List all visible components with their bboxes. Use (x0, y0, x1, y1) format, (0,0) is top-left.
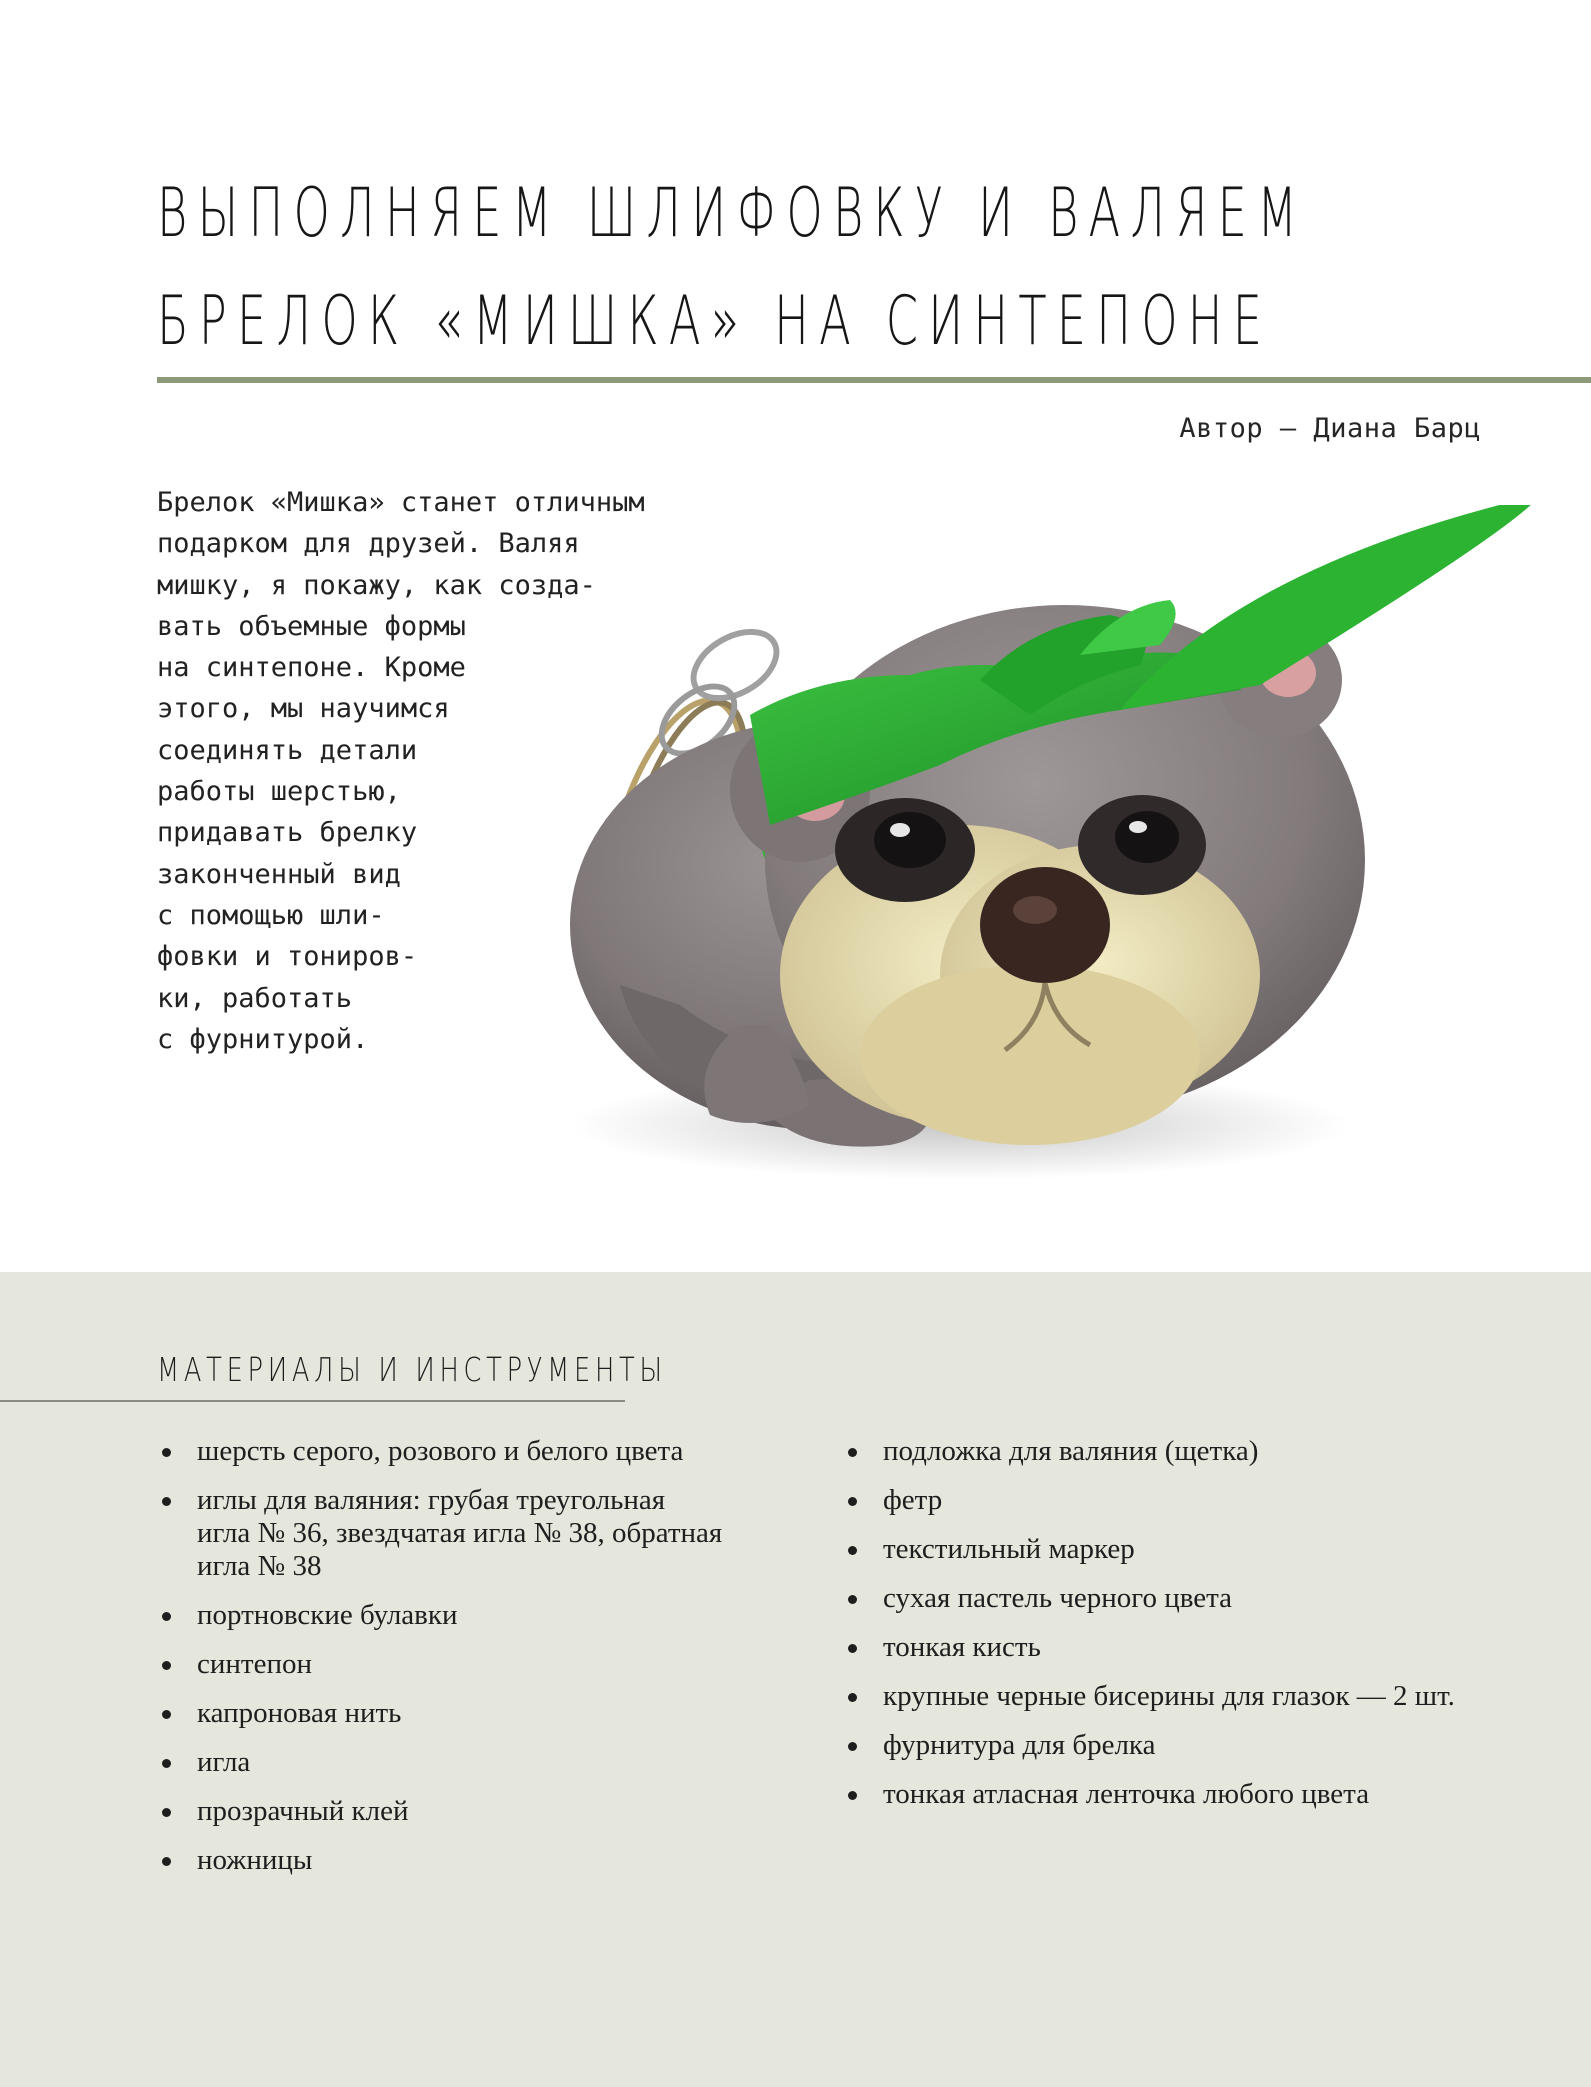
material-item-text: подложка для валяния (щетка) (883, 1435, 1259, 1467)
material-item-text: тонкая атласная ленточка любого цвета (883, 1778, 1370, 1810)
material-item (843, 1435, 1543, 1468)
page-title-line-1: ВЫПОЛНЯЕМ ШЛИФОВКУ И ВАЛЯЕМ (157, 174, 1308, 253)
material-item-text: игла (197, 1746, 251, 1778)
material-item-text: фурнитура для брелка (883, 1729, 1156, 1761)
material-item-text: синтепон (197, 1648, 312, 1680)
material-item-text: шерсть серого, розового и белого цвета (197, 1435, 684, 1467)
title-divider (157, 377, 1591, 383)
material-item (157, 1599, 797, 1632)
intro-line: мишку, я покажу, как созда- (157, 569, 596, 601)
material-item (843, 1582, 1543, 1615)
material-item (843, 1729, 1543, 1762)
material-item (843, 1631, 1543, 1664)
intro-line: этого, мы научимся (157, 693, 450, 725)
material-item (157, 1435, 797, 1468)
intro-line: Брелок «Мишка» станет отличным (157, 487, 645, 518)
material-item-text: крупные черные бисерины для глазок — 2 шт. (883, 1680, 1455, 1712)
intro-line: законченный вид (157, 858, 401, 890)
materials-list-right (843, 1435, 1543, 1827)
materials-heading: МАТЕРИАЛЫ И ИНСТРУМЕНТЫ (157, 1350, 667, 1389)
page-title-line-2: БРЕЛОК «МИШКА» НА СИНТЕПОНЕ (157, 282, 1273, 361)
material-item-text: игла № 36, звездчатая игла № 38, обратная (197, 1517, 723, 1549)
material-item-text: игла № 38 (197, 1550, 322, 1582)
felted-bear-keychain-photo (560, 505, 1560, 1225)
material-item-text: иглы для валяния: грубая треугольная (197, 1484, 666, 1516)
materials-section (0, 1272, 1591, 2087)
intro-line: фовки и тониров- (157, 941, 418, 973)
material-item-text: сухая пастель черного цвета (883, 1582, 1233, 1614)
material-item (157, 1795, 797, 1828)
intro-line: на синтепоне. Кроме (157, 652, 466, 684)
material-item (843, 1484, 1543, 1517)
intro-line: работы шерстью, (157, 776, 401, 808)
intro-line: вать объемные формы (157, 610, 466, 642)
material-item-text: ножницы (197, 1844, 313, 1876)
intro-line: с помощью шли- (157, 899, 385, 931)
material-item (157, 1746, 797, 1779)
materials-list-left (157, 1435, 797, 1893)
intro-line: с фурнитурой. (157, 1023, 369, 1055)
material-item (157, 1844, 797, 1877)
material-item (843, 1533, 1543, 1566)
intro-line: ки, работать (157, 982, 353, 1014)
material-item-text: капроновая нить (197, 1697, 402, 1729)
material-item (157, 1648, 797, 1681)
intro-line: соединять детали (157, 734, 418, 766)
material-item-text: фетр (883, 1484, 943, 1516)
intro-line: придавать брелку (157, 817, 418, 849)
materials-heading-rule (0, 1400, 625, 1402)
material-item (843, 1778, 1543, 1811)
material-item (157, 1484, 797, 1583)
intro-line: подарком для друзей. Валяя (157, 528, 580, 560)
material-item-text: текстильный маркер (883, 1533, 1135, 1565)
page-title (157, 160, 1308, 376)
material-item (157, 1697, 797, 1730)
material-item-text: тонкая кисть (883, 1631, 1041, 1663)
material-item-text: прозрачный клей (197, 1795, 409, 1827)
material-item (843, 1680, 1543, 1713)
material-item-text: портновские булавки (197, 1599, 458, 1631)
author-credit: Автор — Диана Барц (1179, 413, 1481, 444)
